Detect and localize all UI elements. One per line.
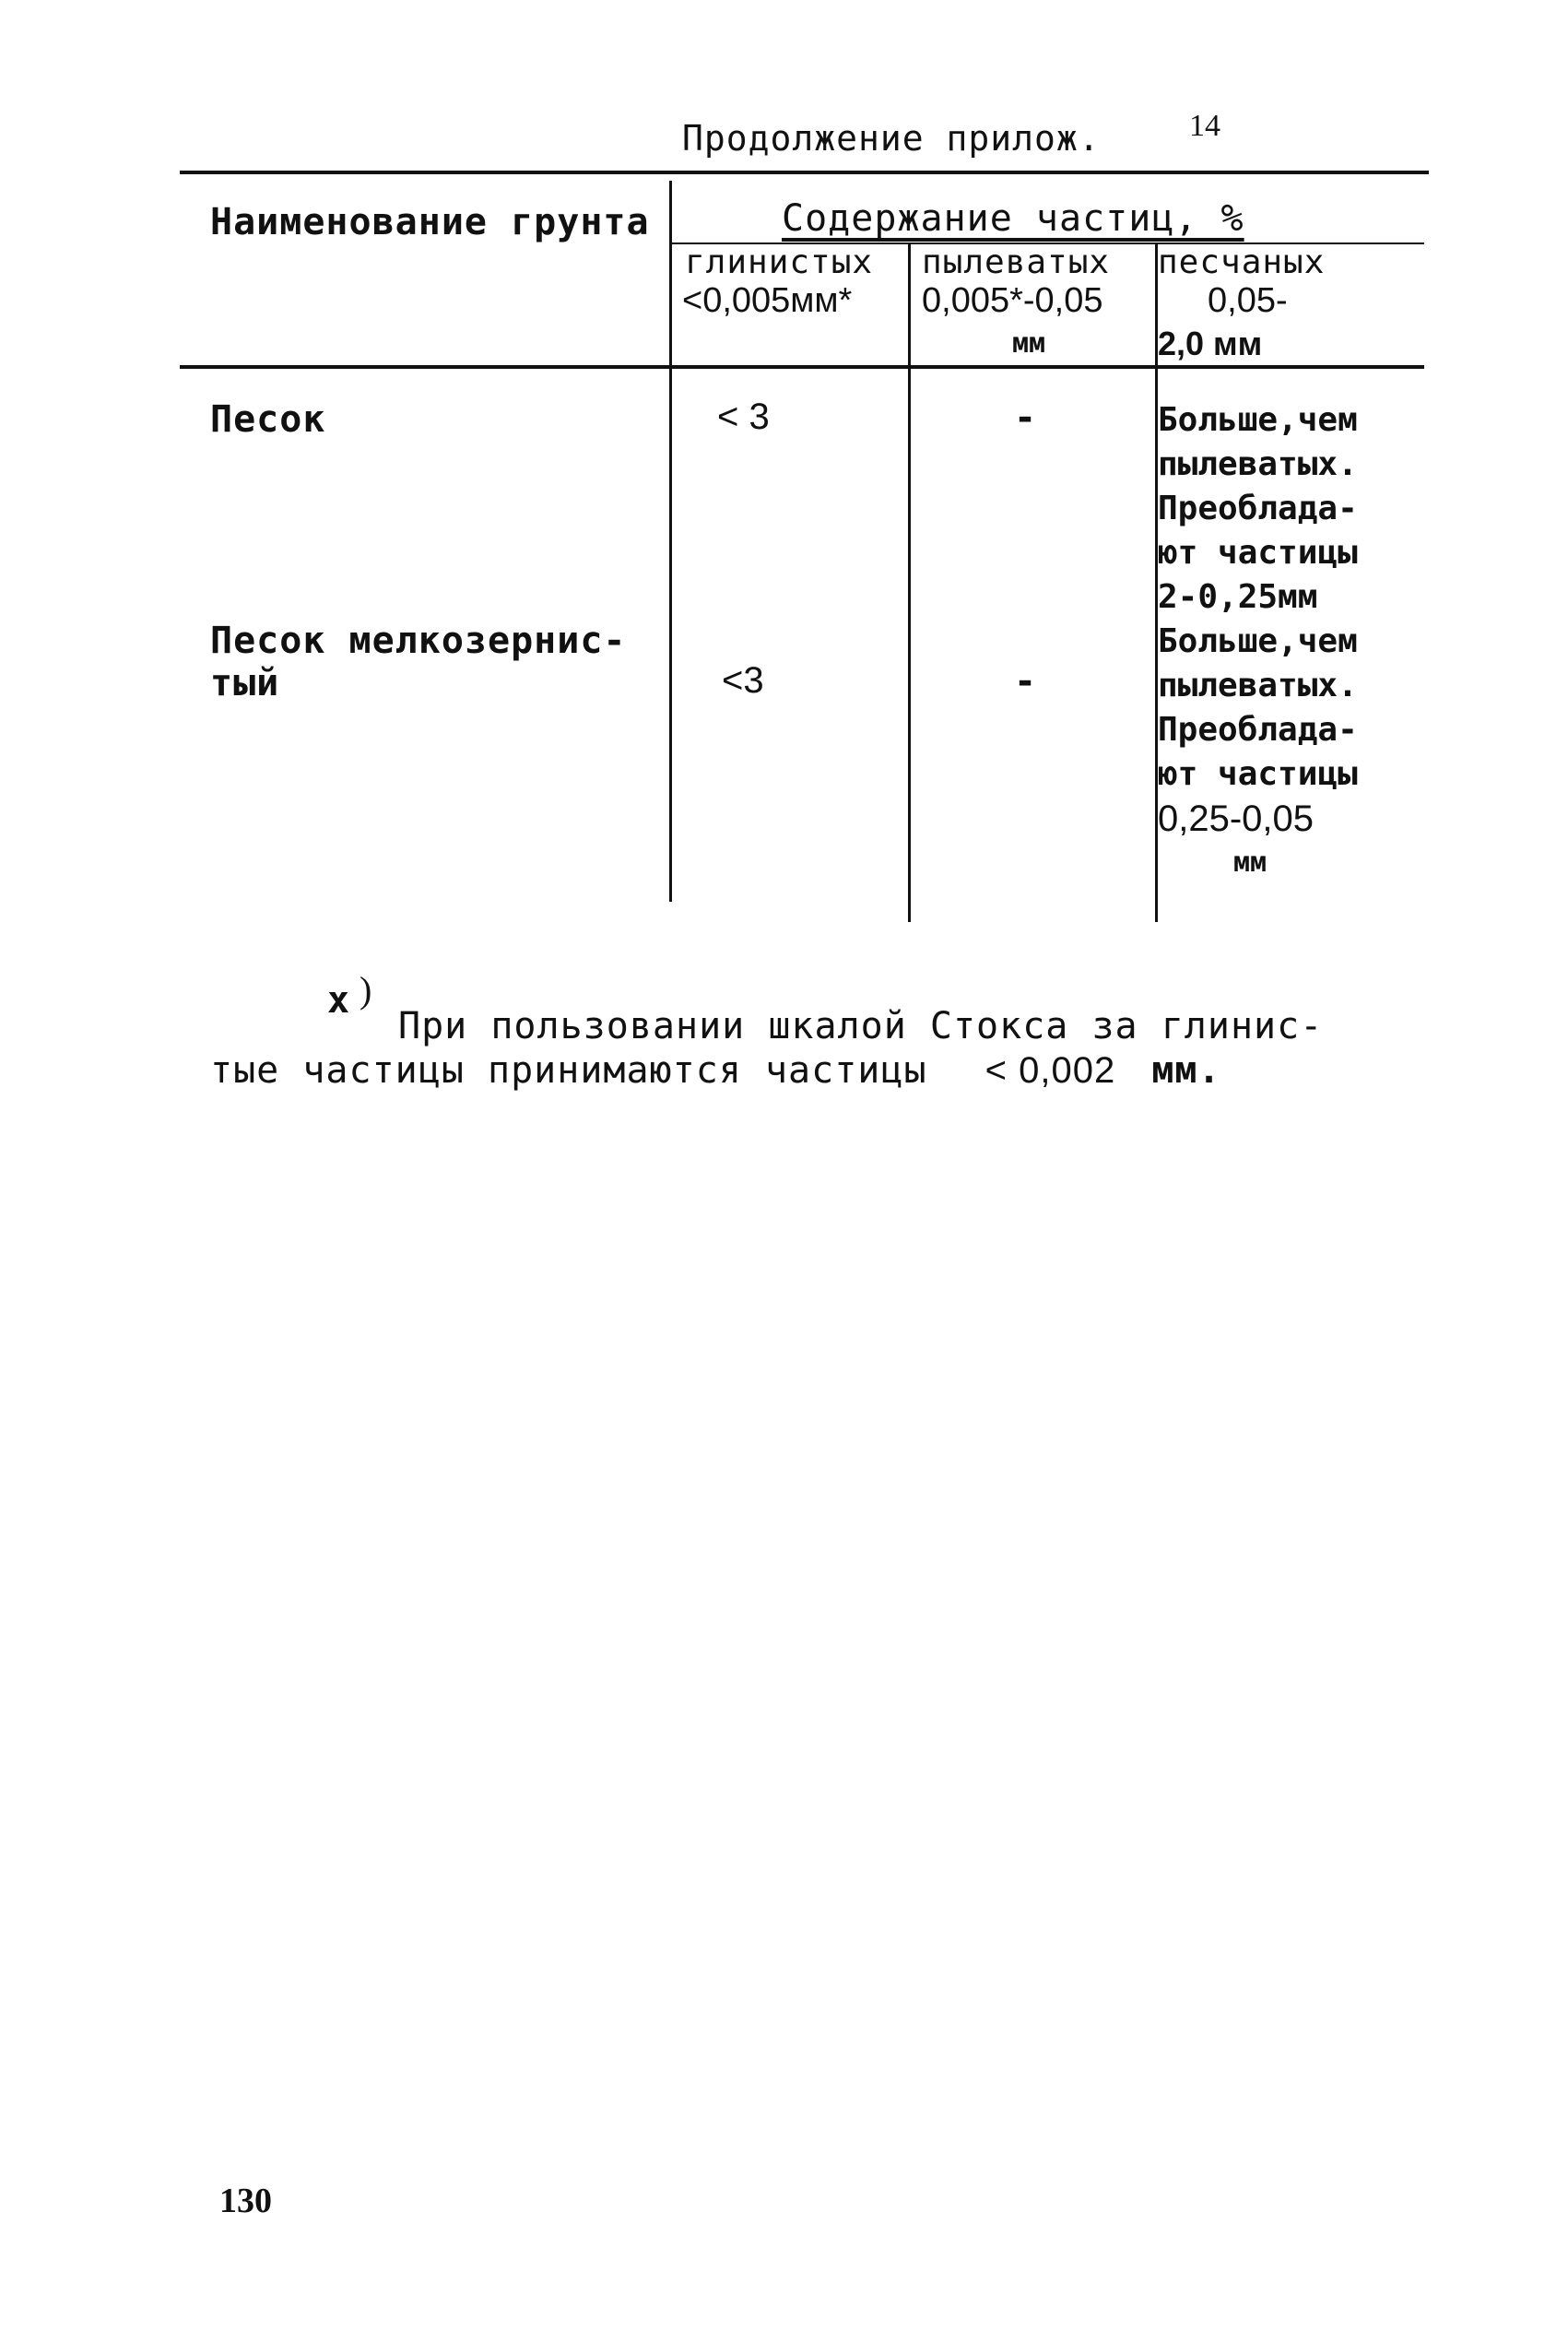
continuation-title: Продолжение прилож. xyxy=(682,118,1101,159)
subcol-silt-range: 0,005*-0,05 xyxy=(922,281,1103,320)
cell-clay-value: < 3 xyxy=(717,396,770,437)
cell-sand-description xyxy=(1158,398,1358,620)
sand-desc-line: 0,25-0,05 xyxy=(1158,798,1315,839)
footnote-threshold-unit: мм. xyxy=(1151,1049,1221,1092)
sand-desc-line: Больше,чем xyxy=(1158,622,1358,660)
subcol-sand-range: 0,05- xyxy=(1208,281,1288,320)
sand-desc-line: пылеватых. xyxy=(1158,667,1358,704)
sand-desc-line: ют частицы xyxy=(1158,534,1358,572)
appendix-number: 14 xyxy=(1189,109,1220,143)
sand-desc-line: мм xyxy=(1233,846,1267,879)
cell-silt-value: - xyxy=(1014,660,1037,703)
sand-desc-line: Преоблада- xyxy=(1158,490,1358,527)
footnote-mark: x xyxy=(327,979,350,1022)
sand-desc-line: 2-0,25мм xyxy=(1158,578,1318,616)
footnote-mark-paren: ) xyxy=(360,969,372,1011)
row-soil-name: Песок мелкозернис- xyxy=(210,620,627,662)
subcol-silt-unit: мм xyxy=(1012,327,1046,360)
sand-desc-line: Преоблада- xyxy=(1158,711,1358,749)
subcol-silt-name: пылеватых xyxy=(922,243,1111,281)
sand-desc-line: ют частицы xyxy=(1158,755,1358,793)
subcol-clay-range: <0,005мм* xyxy=(682,281,853,320)
row-soil-name-continued: тый xyxy=(210,662,280,704)
cell-clay-value: <3 xyxy=(722,660,764,701)
footnote-line-2 xyxy=(210,1049,1221,1092)
subcol-sand-name: песчаных xyxy=(1158,243,1326,281)
cell-silt-value: - xyxy=(1014,396,1037,439)
col-divider-clay xyxy=(908,244,911,922)
header-bottom-rule xyxy=(180,365,1424,369)
subcol-clay-name: глинистых xyxy=(685,243,874,281)
col-divider-name xyxy=(669,181,672,902)
col-header-soil-name: Наименование грунта xyxy=(210,201,650,243)
table-top-rule xyxy=(180,171,1429,174)
cell-sand-description xyxy=(1158,620,1358,885)
footnote-line-2-text: тые частицы принимаются частицы xyxy=(210,1049,927,1092)
col-header-particle-content: Содержание частиц, % xyxy=(782,197,1244,240)
sand-desc-line: пылеватых. xyxy=(1158,445,1358,483)
footnote-threshold-value: < 0,002 xyxy=(984,1050,1116,1091)
footnote-line-1: При пользовании шкалой Стокса за глинис- xyxy=(398,1005,1324,1047)
sand-desc-line: Больше,чем xyxy=(1158,401,1358,439)
page-number: 130 xyxy=(219,2182,272,2220)
row-soil-name: Песок xyxy=(210,398,326,441)
subcol-sand-unit: 2,0 мм xyxy=(1158,325,1263,362)
